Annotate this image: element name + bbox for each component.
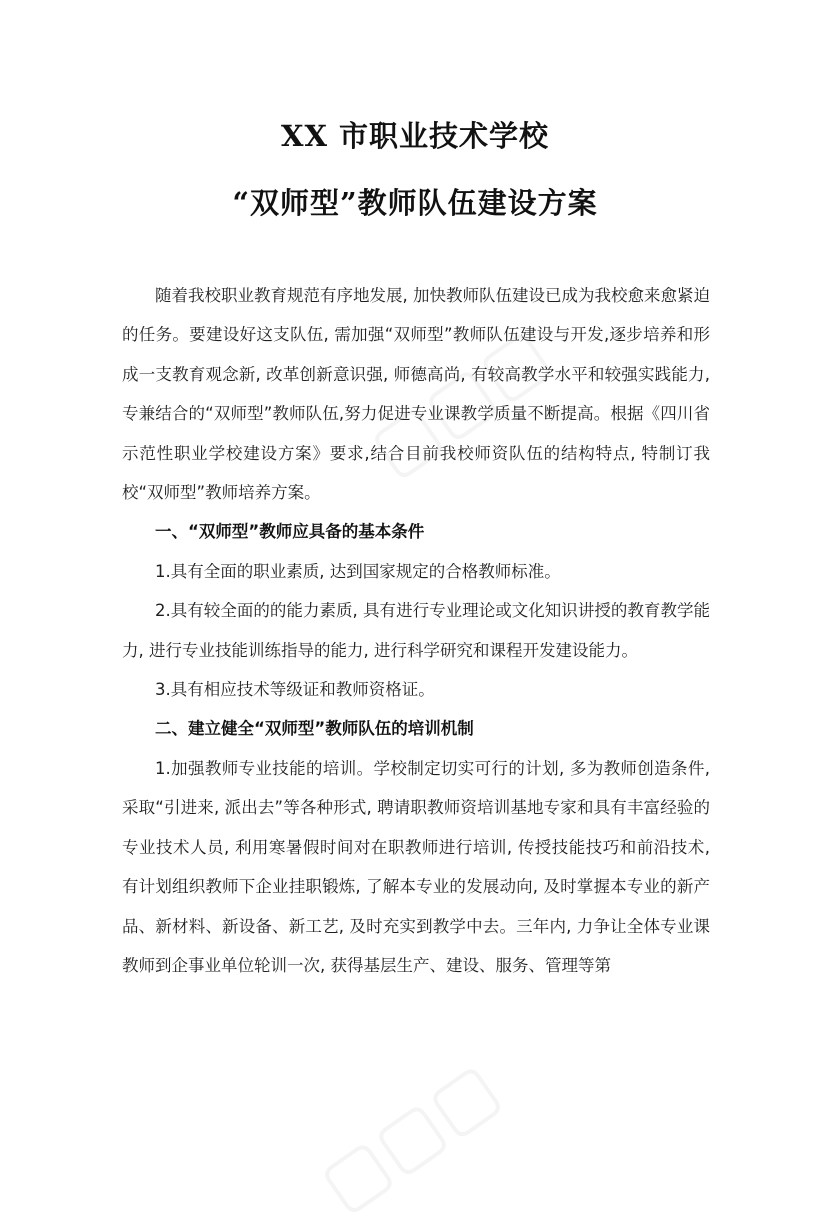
section-heading: 二、建立健全“双师型”教师队伍的培训机制 (155, 719, 474, 739)
body-paragraph: 1.加强教师专业技能的培训。学校制定切实可行的计划, 多为教师创造条件, 采取“引进来, 派出去”等各种形式, 聘请职教师资培训基地专家和具有丰富经验的专业技术人员, 利用寒暑假时间对在职教师进行培训, 传授技能技巧和前沿技术, 有计划组织教师下企业挂职锻炼, 了解本专业的发展动向, 及时掌握本专业的新产品、新材料、新设备、新工艺, 及时充实到教学中去。三年内, 力争让全体专业课教师到企事业单位轮训一次, 获得基层生产、建设、服务、管理等第 (122, 758, 710, 975)
document-title-line1: XX 市职业技术学校 (280, 119, 550, 153)
document-body (122, 276, 710, 985)
body-paragraph: 2.具有较全面的的能力素质, 具有进行专业理论或文化知识讲授的教育教学能力, 进行专业技能训练指导的能力, 进行科学研究和课程开发建设能力。 (122, 601, 710, 660)
body-paragraph: 1.具有全面的职业素质, 达到国家规定的合格教师标准。 (155, 561, 561, 581)
body-paragraph: 随着我校职业教育规范有序地发展, 加快教师队伍建设已成为我校愈来愈紧迫的任务。要建设好这支队伍, 需加强“双师型”教师队伍建设与开发,逐步培养和形成一支教育观念新, 改革创新意识强, 师德高尚, 有较高教学水平和较强实践能力, 专兼结合的“双师型”教师队伍,努力促进专业课教学质量不断提高。根据《四川省示范性职业学校建设方案》要求,结合目前我校师资队伍的结构特点, 特制订我校“双师型”教师培养方案。 (122, 286, 710, 503)
document-title-line2: “双师型”教师队伍建设方案 (232, 186, 598, 220)
section-heading: 一、“双师型”教师应具备的基本条件 (155, 522, 425, 542)
watermark-icon (304, 1046, 514, 1227)
body-paragraph: 3.具有相应技术等级证和教师资格证。 (155, 680, 435, 700)
